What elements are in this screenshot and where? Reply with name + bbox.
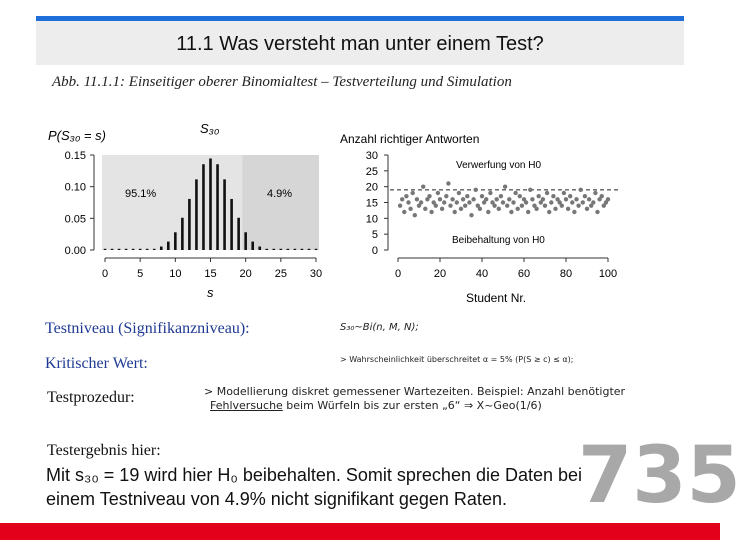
simulated-point — [591, 200, 595, 204]
left-x-tick-label: 25 — [274, 268, 287, 280]
testprozedur-note-line1: > Modellierung diskret gemessener Wartezeiten. Beispiel: Anzahl benötigter — [204, 385, 626, 398]
right-y-tick-label: 15 — [365, 197, 378, 210]
left-x-tick-label: 15 — [204, 268, 217, 280]
simulated-point — [444, 194, 448, 198]
simulated-point — [501, 200, 505, 204]
right-x-tick-label: 60 — [517, 268, 531, 280]
simulated-point — [442, 200, 446, 204]
simulated-point — [583, 194, 587, 198]
right-y-tick-label: 20 — [365, 181, 378, 194]
probability-bar — [202, 164, 205, 250]
probability-bar — [230, 199, 233, 250]
right-x-ticks — [395, 258, 617, 280]
kritischer-wert-label: Kritischer Wert: — [45, 355, 148, 372]
probability-bar — [287, 249, 290, 250]
probability-bar — [315, 249, 318, 250]
kritischer-wert-note: > Wahrscheinlichkeit überschreitet α = 5% (P(S ≥ c) ≤ α); — [340, 355, 574, 364]
left-y-tick-label: 0.15 — [64, 150, 86, 162]
simulated-point — [545, 191, 549, 195]
simulated-point — [457, 191, 461, 195]
simulated-point — [459, 207, 463, 211]
probability-bar — [111, 249, 114, 250]
simulated-point — [413, 213, 417, 217]
simulated-point — [411, 191, 415, 195]
probability-bar — [188, 199, 191, 250]
probability-bar — [167, 242, 170, 250]
probability-bar — [251, 242, 254, 250]
right-y-tick-label: 25 — [365, 165, 378, 178]
simulated-point — [566, 207, 570, 211]
rejection-region — [242, 155, 319, 250]
left-x-tick-label: 5 — [137, 268, 144, 280]
testprozedur-label: Testprozedur: — [47, 389, 135, 406]
simulated-point — [595, 210, 599, 214]
probability-bar — [280, 249, 283, 250]
right-y-tick-label: 30 — [365, 150, 378, 162]
left-x-tick-label: 0 — [101, 268, 109, 280]
simulated-point — [446, 181, 450, 185]
probability-bar — [181, 218, 184, 250]
right-x-tick-label: 80 — [559, 268, 573, 280]
simulated-point — [593, 191, 597, 195]
simulated-point — [560, 203, 564, 207]
simulated-points — [398, 181, 610, 217]
simulated-point — [576, 203, 580, 207]
simulated-point — [564, 197, 568, 201]
simulated-point — [518, 194, 522, 198]
simulated-point — [551, 194, 555, 198]
testniveau-label: Testniveau (Signifikanzniveau): — [45, 320, 250, 337]
simulated-point — [524, 200, 528, 204]
simulated-point — [570, 200, 574, 204]
left-x-label: s — [207, 285, 214, 300]
simulated-point — [534, 207, 538, 211]
probability-bar — [160, 247, 163, 250]
left-x-tick-label: 10 — [169, 268, 182, 280]
left-y-ticks — [65, 150, 94, 257]
probability-bar — [209, 158, 212, 250]
simulated-point — [455, 200, 459, 204]
simulated-point — [606, 197, 610, 201]
probability-bar — [139, 249, 142, 250]
simulated-point — [530, 197, 534, 201]
right-chart-title: Anzahl richtiger Antworten — [340, 132, 480, 146]
left-x-tick-label: 30 — [309, 268, 323, 280]
simulated-point — [480, 194, 484, 198]
simulated-point — [421, 184, 425, 188]
simulated-point — [492, 203, 496, 207]
left-region-label: 95.1% — [125, 188, 157, 200]
bottom-bar — [0, 523, 720, 540]
reject-label: Verwerfung von H0 — [456, 160, 542, 171]
distribution-chart — [48, 121, 322, 300]
keep-label: Beibehaltung von H0 — [452, 235, 545, 246]
simulated-point — [528, 188, 532, 192]
simulated-point — [547, 210, 551, 214]
simulated-point — [453, 210, 457, 214]
testprozedur-note-line2 — [210, 399, 542, 412]
simulated-point — [600, 194, 604, 198]
left-x-ticks — [102, 258, 322, 280]
simulated-point — [513, 191, 517, 195]
probability-bar — [258, 247, 261, 250]
simulated-point — [408, 207, 412, 211]
simulated-point — [488, 191, 492, 195]
probability-bar — [244, 232, 247, 250]
simulated-point — [507, 197, 511, 201]
simulated-point — [438, 197, 442, 201]
testniveau-note: S₃₀~Bi(n, M, N); — [340, 322, 419, 333]
simulated-point — [574, 197, 578, 201]
simulated-point — [406, 200, 410, 204]
right-x-label: Student Nr. — [466, 291, 527, 305]
simulated-point — [448, 203, 452, 207]
probability-bar — [118, 249, 121, 250]
simulated-point — [499, 194, 503, 198]
simulated-point — [415, 197, 419, 201]
right-x-tick-label: 40 — [475, 268, 489, 280]
simulated-point — [400, 197, 404, 201]
simulated-point — [503, 184, 507, 188]
probability-bar — [301, 249, 304, 250]
probability-bar — [146, 249, 149, 250]
left-y-title: P(S₃₀ = s) — [48, 128, 106, 143]
right-y-tick-label: 10 — [365, 213, 378, 226]
simulated-point — [427, 194, 431, 198]
simulated-point — [463, 203, 467, 207]
probability-bar — [195, 179, 198, 250]
probability-bar — [153, 249, 156, 250]
fehlversuche-word: Fehlversuche — [210, 399, 283, 412]
page-title: 11.1 Was versteht man unter einem Test? — [176, 33, 544, 55]
figure-caption: Abb. 11.1.1: Einseitiger oberer Binomialtest – Testverteilung und Simulation — [52, 74, 512, 90]
simulated-point — [526, 210, 530, 214]
left-y-tick-label: 0.10 — [64, 181, 86, 194]
probability-bar — [174, 232, 177, 250]
simulated-point — [404, 194, 408, 198]
probability-bar — [223, 179, 226, 250]
simulated-point — [541, 197, 545, 201]
simulated-point — [553, 207, 557, 211]
simulated-point — [516, 207, 520, 211]
simulated-point — [467, 200, 471, 204]
probability-bar — [125, 249, 128, 250]
simulated-point — [398, 203, 402, 207]
right-x-tick-label: 0 — [394, 268, 402, 280]
simulated-point — [537, 194, 541, 198]
simulated-point — [450, 197, 454, 201]
left-y-tick-label: 0.05 — [64, 213, 86, 226]
right-x-tick-label: 20 — [433, 268, 447, 280]
probability-bar — [132, 249, 135, 250]
simulated-point — [471, 197, 475, 201]
simulated-point — [474, 188, 478, 192]
probability-bar — [216, 164, 219, 250]
probability-bar — [265, 249, 268, 250]
simulated-point — [581, 200, 585, 204]
probability-bar — [294, 249, 297, 250]
simulated-point — [579, 188, 583, 192]
simulated-point — [461, 197, 465, 201]
result-line-1: Mit s₃₀ = 19 wird hier H₀ beibehalten. Somit sprechen die Daten bei — [46, 465, 583, 485]
simulated-point — [423, 207, 427, 211]
testergebnis-label: Testergebnis hier: — [47, 442, 161, 459]
simulated-point — [585, 207, 589, 211]
right-x-tick-label: 100 — [598, 268, 618, 280]
result-line-2: einem Testniveau von 4.9% nicht signifikant gegen Raten. — [46, 489, 507, 509]
simulation-chart — [340, 132, 618, 305]
acceptance-region — [102, 155, 242, 250]
simulated-point — [434, 203, 438, 207]
simulated-point — [440, 207, 444, 211]
simulated-point — [587, 197, 591, 201]
simulated-point — [429, 210, 433, 214]
right-y-tick-label: 5 — [371, 229, 378, 242]
simulated-point — [486, 210, 490, 214]
simulated-point — [572, 210, 576, 214]
right-region-label: 4.9% — [267, 188, 293, 200]
simulated-point — [543, 203, 547, 207]
simulated-point — [478, 207, 482, 211]
simulated-point — [402, 210, 406, 214]
probability-bar — [104, 249, 107, 250]
simulated-point — [469, 213, 473, 217]
simulated-point — [497, 207, 501, 211]
simulated-point — [568, 194, 572, 198]
simulated-point — [465, 194, 469, 198]
left-top-label: S₃₀ — [200, 121, 220, 136]
simulated-point — [436, 191, 440, 195]
testprozedur-note-rest: beim Würfeln bis zur ersten „6“ ⇒ X~Geo(1/6) — [282, 399, 542, 412]
result-text — [46, 463, 582, 511]
simulated-point — [520, 203, 524, 207]
simulated-point — [511, 200, 515, 204]
simulated-point — [484, 197, 488, 201]
simulated-point — [549, 200, 553, 204]
probability-bar — [308, 249, 311, 250]
left-y-tick-label: 0.00 — [64, 245, 86, 257]
simulated-point — [562, 191, 566, 195]
right-y-ticks — [366, 150, 388, 257]
simulated-point — [419, 200, 423, 204]
probability-bar — [237, 218, 240, 250]
right-y-tick-label: 0 — [371, 245, 378, 257]
simulated-point — [509, 210, 513, 214]
simulated-point — [495, 197, 499, 201]
left-x-tick-label: 20 — [239, 268, 252, 280]
probability-bar — [273, 249, 276, 250]
slide-number: 735 — [578, 431, 741, 521]
simulated-point — [505, 203, 509, 207]
